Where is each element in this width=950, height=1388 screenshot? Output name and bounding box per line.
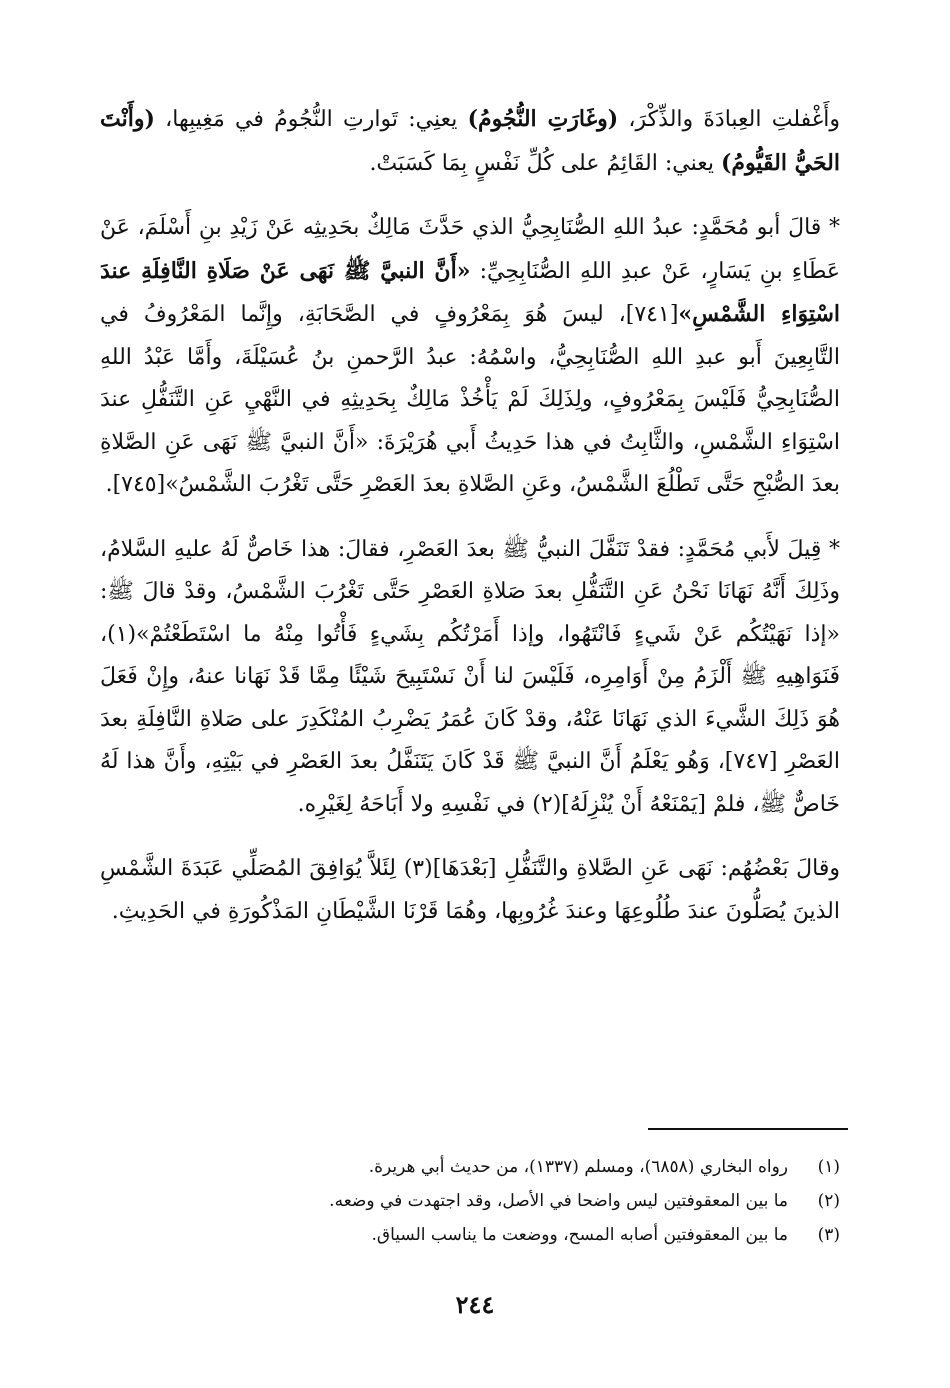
text-run: * قالَ أبو مُحَمَّدٍ: عبدُ اللهِ الصُّنَابِحِيُّ الذي حَدَّثَ مَالِكٌ بحَدِيثِه عَنْ زَيْدِ بنِ أَسْلَمَ، عَنْ عَطَاءِ بنِ يَسَارٍ، عَنْ عبدِ اللهِ الصُّنَابِحِيِّ: — [100, 215, 840, 284]
page-number: ٢٤٤ — [455, 1290, 495, 1319]
text-run: يعني: القَائِمُ على كُلِّ نَفْسٍ بِمَا كَسَبَتْ. — [369, 150, 721, 176]
main-text — [100, 98, 840, 955]
paragraph-1 — [100, 98, 840, 185]
text-run: وقالَ بَعْضُهُم: نَهَى عَنِ الصَّلاةِ والتَّنَفُّلِ [بَعْدَهَا](٣) لِئَلاَّ يُوَافِقَ المُصَلِّي عَبَدَةَ الشَّمْسِ الذينَ يُصَلُّونَ عندَ طُلُوعِهَا وعندَ غُرُوبِها، وهُمَا قَرْنَا الشَّيْطَانِ المَذْكُورَةِ في الحَدِيثِ. — [100, 856, 840, 924]
footnote-text: ما بين المعقوفتين ليس واضحا في الأصل، وقد اجتهدت في وضعه. — [329, 1191, 788, 1211]
footnote-number: (١) — [817, 1157, 840, 1177]
footnote-number: (٢) — [817, 1191, 840, 1211]
footnote-text: ما بين المعقوفتين أصابه المسح، ووضعت ما يناسب السياق. — [371, 1225, 788, 1245]
text-run: * قِيلَ لأَبي مُحَمَّدٍ: فقدْ تَنَفَّلَ النبيُّ ﷺ بعدَ العَصْرِ، فقالَ: هذا خَاصٌّ لَهُ عليهِ السَّلامُ، وذَلِكَ أَنَّهُ نَهَانَا نَحْنُ عَنِ التَّنَفُّلِ بعدَ صَلاةِ العَصْرِ حَتَّى تَغْرُبَ الشَّمْسُ، وقدْ قالَ ﷺ: «إذا نَهَيْتُكُم عَنْ شَيءٍ فَانْتَهُوا، وإذا أَمَرْتُكُم بِشَيءٍ فَأْتُوا مِنْهُ ما اسْتَطَعْتُمْ»(١)، فَنَوَاهِيهِ ﷺ أَلْزَمُ مِنْ أَوَامِرِه، فَلَيْسَ لنا أَنْ نَسْتَبِيحَ شَيْئًا مِمَّا قَدْ نَهَانا عنهُ، وإِنْ فَعَلَ هُوَ ذَلِكَ الشَّيءَ الذي نَهَانَا عَنْهُ، وقدْ كَانَ عُمَرُ يَضْرِبُ المُنْكَدِرَ على صَلاةِ النَّافِلَةِ بعدَ العَصْرِ [٧٤٧]، وَهُو يَعْلَمُ أَنَّ النبيَّ ﷺ قَدْ كَانَ يَتَنَفَّلُ بعدَ العَصْرِ في بَيْتِهِ، وأَنَّ هذا لَهُ خَاصٌّ ﷺ، فلمْ [يَمْنَعْهُ أَنْ يُنْزِلَهُ](٢) في نَفْسِهِ ولا أَبَاحَهُ لِغَيْرِه. — [100, 536, 840, 817]
footnotes — [100, 1150, 840, 1252]
paragraph-4 — [100, 848, 840, 933]
footnote-item — [100, 1218, 840, 1252]
bold-quote: «أَنَّ النبيَّ ﷺ نَهَى عَنْ صَلَاةِ النَّافِلَةِ عندَ اسْتِوَاءِ الشَّمْسِ» — [100, 257, 841, 327]
paragraph-3 — [100, 529, 840, 827]
bold-quote: (وغَارَتِ النُّجُومُ) — [467, 106, 619, 132]
text-run: يعنِي: تَوارتِ النُّجُومُ في مَغِيبِها، — [154, 107, 468, 132]
paragraph-2 — [100, 207, 840, 507]
text-run: وأَغْفلتِ العِبادَةَ والذِّكْرَ، — [618, 107, 840, 132]
text-run: [٧٤١]، ليسَ هُوَ بِمَعْرُوفٍ في الصَّحَابَةِ، وإِنَّما المَعْرُوفُ في التَّابِعِينَ أَبو عبدِ اللهِ الصُّنَابِحِيُّ، واسْمُهُ: عبدُ الرَّحمنِ بنُ عُسَيْلَةَ، وأَمَّا عَبْدُ اللهِ الصُّنَابِحِيُّ فَلَيْسَ بِمَعْرُوفٍ، ولِذَلِكَ لَمْ يَأْخُذْ مَالِكٌ بِحَدِيثِهِ في النَّهْيِ عَنِ التَّنَفُّلِ عندَ اسْتِوَاءِ الشَّمْسِ، والثَّابِتُ في هذا حَدِيثُ أَبي هُرَيْرَةَ: «أَنَّ النبيَّ ﷺ نَهَى عَنِ الصَّلاةِ بعدَ الصُّبْحِ حَتَّى تَطْلُعَ الشَّمْسُ، وعَنِ الصَّلاةِ بعدَ العَصْرِ حَتَّى تَغْرُبَ الشَّمْسُ»[٧٤٥]. — [100, 302, 840, 497]
footnote-text: رواه البخاري (٦٨٥٨)، ومسلم (١٣٣٧)، من حديث أبي هريرة. — [368, 1157, 788, 1177]
bold-quote: (وأَنْتَ الحَيُّ القَيُّومُ) — [100, 106, 840, 176]
footnote-number: (٣) — [817, 1225, 840, 1245]
footnote-divider — [648, 1128, 848, 1130]
footnote-item — [100, 1150, 840, 1184]
footnote-item — [100, 1184, 840, 1218]
